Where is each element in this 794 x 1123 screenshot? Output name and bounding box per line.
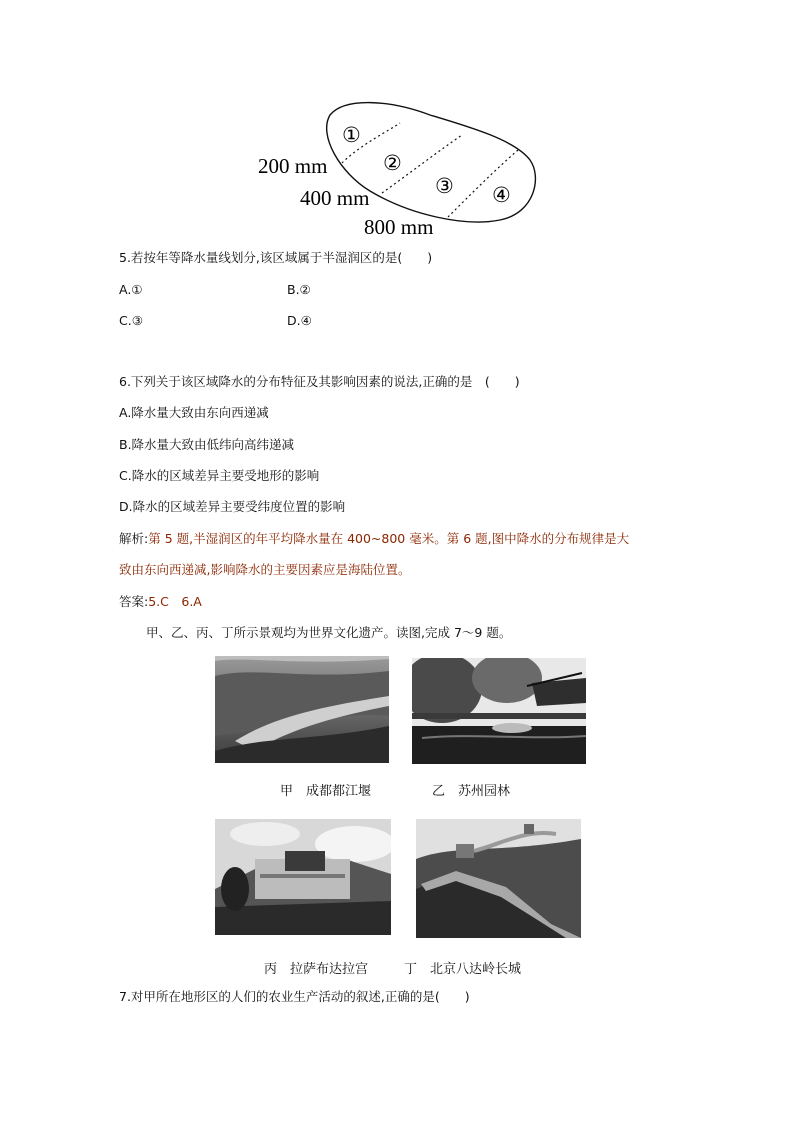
zone-label: ③ [435, 174, 454, 198]
q7-stem: 7.对甲所在地形区的人们的农业生产活动的叙述,正确的是( ) [119, 989, 470, 1004]
answer-line [119, 594, 202, 610]
answer-label: 答案: [119, 594, 149, 609]
q5-option-b: B.② [287, 282, 311, 297]
answer-value: 5.C 6.A [148, 594, 202, 609]
q6-stem: 6.下列关于该区域降水的分布特征及其影响因素的说法,正确的是 ( ) [119, 374, 520, 389]
zone-label: ④ [492, 183, 511, 207]
intro-text: 甲、乙、丙、丁所示景观均为世界文化遗产。读图,完成 7～9 题。 [146, 625, 512, 640]
zone-label: ① [342, 123, 361, 147]
q5-option-c: C.③ [119, 313, 143, 328]
q6-option-d: D.降水的区域差异主要受纬度位置的影响 [119, 499, 346, 514]
analysis-label: 解析: [119, 531, 149, 546]
q6-option-c: C.降水的区域差异主要受地形的影响 [119, 468, 320, 483]
suzhou-garden-photo [412, 658, 586, 764]
caption-ding: 丁 北京八达岭长城 [404, 962, 522, 977]
caption-yi: 乙 苏州园林 [432, 784, 511, 799]
analysis-line-1 [119, 531, 629, 547]
q5-option-d: D.④ [287, 313, 312, 328]
q6-option-b: B.降水量大致由低纬向高纬递减 [119, 437, 295, 452]
isoline-label: 400 mm [300, 186, 370, 210]
precipitation-diagram [250, 95, 550, 240]
analysis-text: 第 5 题,半湿润区的年平均降水量在 400~800 毫米。第 6 题,图中降水的分布规律是大 [148, 531, 630, 546]
isoline-label: 800 mm [364, 215, 434, 239]
dujiangyan-photo [215, 656, 389, 763]
q6-option-a: A.降水量大致由东向西递减 [119, 405, 269, 420]
caption-bing: 丙 拉萨布达拉宫 [264, 962, 369, 977]
analysis-line-2: 致由东向西递减,影响降水的主要因素应是海陆位置。 [119, 562, 411, 577]
great-wall-photo [416, 819, 581, 938]
isoline-label: 200 mm [258, 154, 328, 178]
potala-palace-photo [215, 819, 391, 935]
caption-jia: 甲 成都都江堰 [280, 784, 372, 799]
q5-stem: 5.若按年等降水量线划分,该区域属于半湿润区的是( ) [119, 250, 433, 265]
zone-label: ② [383, 151, 402, 175]
q5-option-a: A.① [119, 282, 143, 297]
